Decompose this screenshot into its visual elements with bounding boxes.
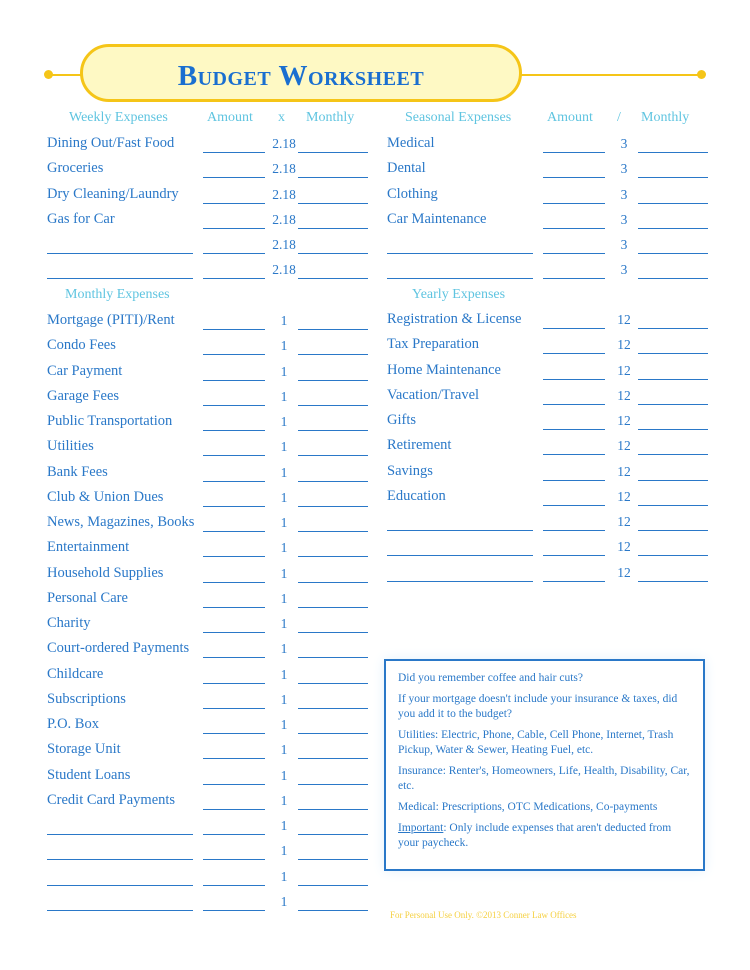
monthly-field[interactable] xyxy=(298,733,368,734)
multiplier: 3 xyxy=(620,211,628,227)
amount-field[interactable] xyxy=(203,657,265,658)
amount-field[interactable] xyxy=(203,531,265,532)
monthly-field[interactable] xyxy=(638,328,708,329)
multiplier: 2.18 xyxy=(272,211,296,227)
multiplier: 1 xyxy=(280,868,288,884)
amount-field[interactable] xyxy=(203,834,265,835)
amount-field[interactable] xyxy=(203,885,265,886)
expense-label: Gas for Car xyxy=(47,210,115,227)
expense-label: Medical xyxy=(387,135,435,151)
expense-label: Bank Fees xyxy=(47,463,108,480)
expense-label: Groceries xyxy=(47,160,104,177)
monthly-field[interactable] xyxy=(638,228,708,229)
expense-label: Entertainment xyxy=(47,539,130,556)
monthly-field[interactable] xyxy=(638,429,708,430)
tip-medical: Medical: Prescriptions, OTC Medications, Co-payments xyxy=(398,801,658,813)
monthly-field[interactable] xyxy=(298,481,368,482)
monthly-field[interactable] xyxy=(638,555,708,556)
amount-field[interactable] xyxy=(203,278,265,279)
multiplier: 1 xyxy=(280,515,288,530)
monthly-field[interactable] xyxy=(298,632,368,633)
expense-label: Home Maintenance xyxy=(387,361,501,378)
tips-box xyxy=(384,659,705,871)
amount-field[interactable] xyxy=(543,429,605,430)
amount-field[interactable] xyxy=(203,203,265,204)
amount-field[interactable] xyxy=(203,859,265,860)
monthly-field[interactable] xyxy=(298,657,368,658)
multiplier: 12 xyxy=(617,539,631,555)
multiplier: 1 xyxy=(280,767,288,783)
amount-field[interactable] xyxy=(203,405,265,406)
amount-field[interactable] xyxy=(203,556,265,557)
monthly-field[interactable] xyxy=(298,708,368,709)
title-line-right xyxy=(520,74,702,76)
multiplier: 12 xyxy=(617,438,631,454)
monthly-field[interactable] xyxy=(638,454,708,455)
monthly-field[interactable] xyxy=(638,203,708,204)
monthly-header: Monthly Expenses xyxy=(65,287,170,302)
expense-label: Student Loans xyxy=(47,766,131,783)
expense-label: Dining Out/Fast Food xyxy=(47,135,175,151)
amount-field[interactable] xyxy=(203,506,265,507)
amount-field[interactable] xyxy=(543,253,605,254)
custom-expense-name-field[interactable] xyxy=(47,910,193,911)
multiplier: 1 xyxy=(280,388,288,404)
multiplier: 3 xyxy=(620,262,628,278)
custom-expense-name-field[interactable] xyxy=(387,581,533,582)
multiplier: 1 xyxy=(280,717,288,732)
seasonal-amount-header: Amount xyxy=(547,110,593,125)
amount-field[interactable] xyxy=(203,708,265,709)
expense-label: Tax Preparation xyxy=(387,336,479,353)
multiplier: 1 xyxy=(280,414,288,429)
multiplier: 1 xyxy=(280,540,288,556)
expense-label: Retirement xyxy=(387,437,452,454)
expense-label: Childcare xyxy=(47,665,104,682)
multiplier: 1 xyxy=(280,616,288,631)
monthly-field[interactable] xyxy=(298,531,368,532)
expense-label: Charity xyxy=(47,615,91,631)
amount-field[interactable] xyxy=(203,177,265,178)
amount-field[interactable] xyxy=(203,430,265,431)
amount-field[interactable] xyxy=(203,481,265,482)
multiplier: 1 xyxy=(280,893,288,909)
important-label: Important xyxy=(398,822,444,834)
expense-label: P.O. Box xyxy=(47,716,99,732)
title-line-left xyxy=(48,74,82,76)
multiplier: 2.18 xyxy=(272,136,296,151)
monthly-field[interactable] xyxy=(298,582,368,583)
amount-field[interactable] xyxy=(203,758,265,759)
multiplier: 12 xyxy=(617,514,631,529)
custom-expense-name-field[interactable] xyxy=(47,278,193,279)
multiplier: 1 xyxy=(280,843,288,859)
multiplier: 3 xyxy=(620,136,628,151)
expense-label: Savings xyxy=(387,462,433,479)
amount-field[interactable] xyxy=(543,328,605,329)
multiplier: 1 xyxy=(280,363,288,379)
monthly-field[interactable] xyxy=(638,177,708,178)
expense-label: Gifts xyxy=(387,412,416,428)
monthly-field[interactable] xyxy=(298,228,368,229)
multiplier: 1 xyxy=(280,313,288,328)
expense-label: Court-ordered Payments xyxy=(47,640,190,657)
amount-field[interactable] xyxy=(203,582,265,583)
expense-label: Condo Fees xyxy=(47,337,116,354)
multiplier: 12 xyxy=(617,312,631,327)
amount-field[interactable] xyxy=(543,555,605,556)
important-text: : Only include expenses that aren't deducted from your paycheck. xyxy=(398,822,672,849)
amount-field[interactable] xyxy=(543,228,605,229)
monthly-field[interactable] xyxy=(638,353,708,354)
multiplier: 1 xyxy=(280,742,288,758)
weekly-amount-header: Amount xyxy=(207,110,253,125)
monthly-field[interactable] xyxy=(298,809,368,810)
amount-field[interactable] xyxy=(543,480,605,481)
monthly-field[interactable] xyxy=(298,354,368,355)
amount-field[interactable] xyxy=(203,784,265,785)
amount-field[interactable] xyxy=(203,809,265,810)
weekly-monthly-header: Monthly xyxy=(306,110,355,125)
monthly-field[interactable] xyxy=(298,203,368,204)
tip-utilities: Utilities: Electric, Phone, Cable, Cell Phone, Internet, Trash Pickup, Water & Sewer, Heating Fuel, etc. xyxy=(398,729,674,756)
monthly-field[interactable] xyxy=(638,480,708,481)
monthly-field[interactable] xyxy=(298,430,368,431)
monthly-field[interactable] xyxy=(638,404,708,405)
expense-label: Credit Card Payments xyxy=(47,791,176,808)
amount-field[interactable] xyxy=(203,733,265,734)
monthly-field[interactable] xyxy=(638,278,708,279)
custom-expense-name-field[interactable] xyxy=(47,834,193,835)
footer-copyright: For Personal Use Only. ©2013 Conner Law Offices xyxy=(390,910,577,920)
monthly-field[interactable] xyxy=(298,859,368,860)
monthly-field[interactable] xyxy=(638,152,708,153)
amount-field[interactable] xyxy=(203,253,265,254)
amount-field[interactable] xyxy=(543,177,605,178)
seasonal-header: Seasonal Expenses xyxy=(405,110,512,125)
multiplier: 1 xyxy=(280,666,288,682)
monthly-field[interactable] xyxy=(298,177,368,178)
expense-label: Dry Cleaning/Laundry xyxy=(47,185,179,202)
multiplier: 2.18 xyxy=(272,262,296,278)
monthly-field[interactable] xyxy=(298,885,368,886)
multiplier: 12 xyxy=(617,463,631,479)
expense-label: Garage Fees xyxy=(47,387,120,404)
multiplier: 2.18 xyxy=(272,186,296,202)
weekly-header: Weekly Expenses xyxy=(69,110,168,125)
amount-field[interactable] xyxy=(203,683,265,684)
amount-field[interactable] xyxy=(543,152,605,153)
seasonal-op-header: / xyxy=(617,110,621,125)
multiplier: 1 xyxy=(280,439,288,455)
multiplier: 1 xyxy=(280,641,288,657)
monthly-field[interactable] xyxy=(298,556,368,557)
title-dot-right xyxy=(697,70,706,79)
expense-label: News, Magazines, Books xyxy=(47,514,195,530)
multiplier: 1 xyxy=(280,489,288,505)
expense-label: Registration & License xyxy=(387,311,522,327)
page-title: Budget Worksheet xyxy=(177,60,425,92)
amount-field[interactable] xyxy=(543,454,605,455)
expense-label: Clothing xyxy=(387,185,438,202)
custom-expense-name-field[interactable] xyxy=(47,253,193,254)
monthly-field[interactable] xyxy=(298,834,368,835)
tip-mortgage: If your mortgage doesn't include your insurance & taxes, did you add it to the budget? xyxy=(398,693,678,720)
monthly-field[interactable] xyxy=(298,784,368,785)
tip-coffee: Did you remember coffee and hair cuts? xyxy=(398,672,583,684)
multiplier: 1 xyxy=(280,691,288,707)
title-dot-left xyxy=(44,70,53,79)
seasonal-monthly-header: Monthly xyxy=(641,110,690,125)
amount-field[interactable] xyxy=(203,632,265,633)
expense-label: Car Maintenance xyxy=(387,210,487,227)
monthly-field[interactable] xyxy=(638,530,708,531)
monthly-field[interactable] xyxy=(298,253,368,254)
expense-label: Utilities xyxy=(47,438,94,455)
expense-label: Personal Care xyxy=(47,589,128,606)
amount-field[interactable] xyxy=(543,404,605,405)
monthly-field[interactable] xyxy=(298,329,368,330)
multiplier: 2.18 xyxy=(272,161,296,177)
monthly-field[interactable] xyxy=(298,380,368,381)
amount-field[interactable] xyxy=(543,505,605,506)
expense-label: Club & Union Dues xyxy=(47,488,164,505)
amount-field[interactable] xyxy=(203,152,265,153)
multiplier: 2.18 xyxy=(272,237,296,252)
multiplier: 12 xyxy=(617,337,631,353)
monthly-field[interactable] xyxy=(298,506,368,507)
monthly-field[interactable] xyxy=(298,683,368,684)
expense-label: Education xyxy=(387,487,446,504)
monthly-field[interactable] xyxy=(298,278,368,279)
custom-expense-name-field[interactable] xyxy=(47,885,193,886)
tip-important xyxy=(398,821,691,851)
amount-field[interactable] xyxy=(203,354,265,355)
multiplier: 1 xyxy=(280,590,288,606)
monthly-field[interactable] xyxy=(298,607,368,608)
multiplier: 1 xyxy=(280,792,288,808)
multiplier: 1 xyxy=(280,464,288,480)
monthly-field[interactable] xyxy=(298,152,368,153)
amount-field[interactable] xyxy=(543,203,605,204)
amount-field[interactable] xyxy=(203,380,265,381)
amount-field[interactable] xyxy=(543,581,605,582)
amount-field[interactable] xyxy=(203,329,265,330)
amount-field[interactable] xyxy=(543,530,605,531)
weekly-op-header: x xyxy=(278,110,285,125)
custom-expense-name-field[interactable] xyxy=(387,253,533,254)
expense-label: Vacation/Travel xyxy=(387,386,480,403)
multiplier: 1 xyxy=(280,565,288,581)
monthly-field[interactable] xyxy=(298,455,368,456)
amount-field[interactable] xyxy=(543,379,605,380)
amount-field[interactable] xyxy=(543,353,605,354)
monthly-field[interactable] xyxy=(638,253,708,254)
monthly-field[interactable] xyxy=(638,379,708,380)
multiplier: 12 xyxy=(617,387,631,403)
multiplier: 12 xyxy=(617,488,631,504)
multiplier: 3 xyxy=(620,161,628,177)
multiplier: 12 xyxy=(617,362,631,378)
expense-label: Dental xyxy=(387,160,426,177)
expense-label: Subscriptions xyxy=(47,690,126,707)
expense-label: Mortgage (PITI)/Rent xyxy=(47,312,175,328)
expense-label: Storage Unit xyxy=(47,741,121,758)
tip-insurance: Insurance: Renter's, Homeowners, Life, Health, Disability, Car, etc. xyxy=(398,765,690,792)
yearly-header: Yearly Expenses xyxy=(412,287,506,302)
expense-label: Car Payment xyxy=(47,362,123,379)
custom-expense-name-field[interactable] xyxy=(387,278,533,279)
expense-label: Household Supplies xyxy=(47,564,164,581)
multiplier: 1 xyxy=(280,818,288,833)
custom-expense-name-field[interactable] xyxy=(47,859,193,860)
monthly-field[interactable] xyxy=(638,581,708,582)
multiplier: 12 xyxy=(617,413,631,428)
title-banner xyxy=(80,44,522,102)
multiplier: 12 xyxy=(617,564,631,580)
amount-field[interactable] xyxy=(203,607,265,608)
custom-expense-name-field[interactable] xyxy=(387,555,533,556)
multiplier: 3 xyxy=(620,237,628,252)
amount-field[interactable] xyxy=(203,455,265,456)
monthly-field[interactable] xyxy=(638,505,708,506)
monthly-field[interactable] xyxy=(298,910,368,911)
multiplier: 3 xyxy=(620,186,628,202)
multiplier: 1 xyxy=(280,338,288,354)
amount-field[interactable] xyxy=(543,278,605,279)
custom-expense-name-field[interactable] xyxy=(387,530,533,531)
monthly-field[interactable] xyxy=(298,758,368,759)
amount-field[interactable] xyxy=(203,910,265,911)
amount-field[interactable] xyxy=(203,228,265,229)
expense-label: Public Transportation xyxy=(47,413,173,429)
monthly-field[interactable] xyxy=(298,405,368,406)
